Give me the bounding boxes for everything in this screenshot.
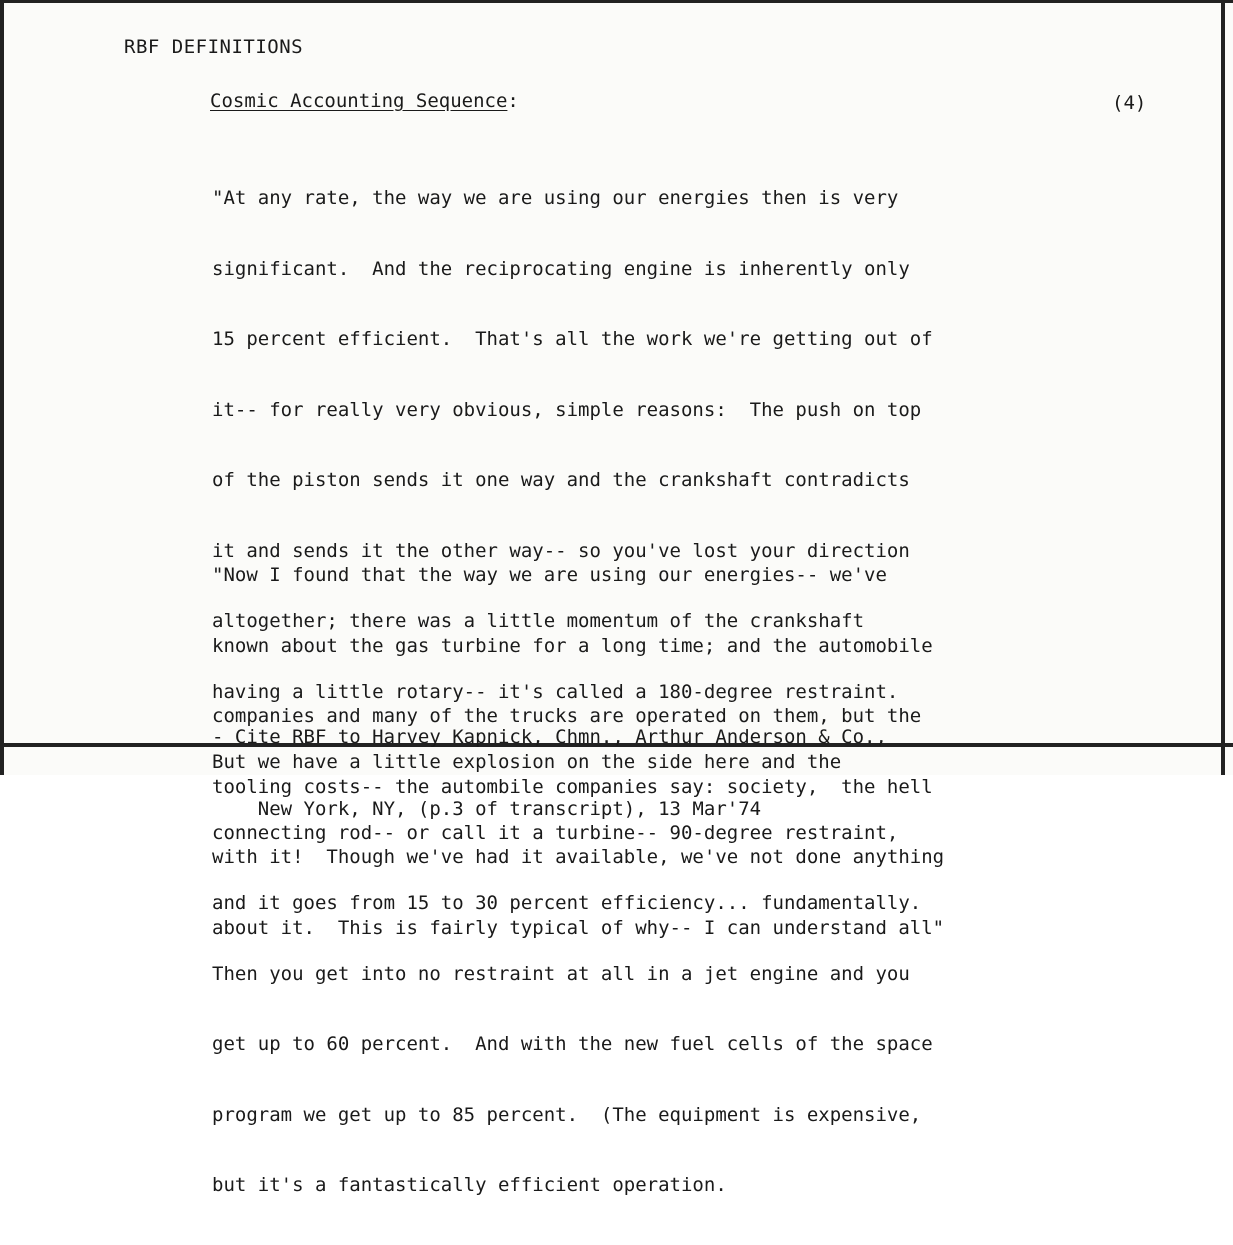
page-number: (4) — [1112, 92, 1147, 114]
paragraph-line: 15 percent efficient. That's all the work we're getting out of — [212, 328, 933, 350]
frame-top-border — [0, 0, 1233, 3]
paragraph-line: of the piston sends it one way and the crankshaft contradicts — [212, 469, 910, 491]
paragraph-line: significant. And the reciprocating engine is inherently only — [212, 257, 910, 280]
section-title-text: Cosmic Accounting Sequence — [210, 90, 508, 112]
paragraph-line: But we have a little explosion on the side here and the — [212, 751, 842, 773]
paragraph-line: get up to 60 percent. And with the new fuel cells of the space — [212, 1033, 933, 1055]
paragraph-line: program we get up to 85 percent. (The equipment is expensive, — [212, 1103, 922, 1126]
frame-right-border — [1221, 0, 1225, 775]
paragraph-line: it and sends it the other way-- so you've lost your direction — [212, 539, 910, 562]
paragraph-line: with it! Though we've had it available, we've not done anything — [212, 846, 945, 868]
paragraph-line: companies and many of the trucks are operated on them, but the — [212, 705, 922, 727]
paragraph-line: but it's a fantastically efficient operation. — [212, 1174, 727, 1196]
citation-line-1: - Cite RBF to Harvey Kapnick, Chmn., Arthur Anderson & Co., — [212, 726, 887, 748]
paragraph-line: known about the gas turbine for a long time; and the automobile — [212, 634, 933, 657]
section-title — [210, 90, 519, 112]
paragraph-line: about it. This is fairly typical of why-- I can understand all" — [212, 916, 945, 939]
document-heading: RBF DEFINITIONS — [124, 36, 304, 58]
citation-line-2: New York, NY, (p.3 of transcript), 13 Mar'74 — [212, 798, 762, 820]
paragraph-line: Then you get into no restraint at all in a jet engine and you — [212, 962, 910, 985]
paragraph-line: altogether; there was a little momentum of the crankshaft — [212, 610, 865, 632]
paragraph-line: "Now I found that the way we are using our energies-- we've — [212, 564, 887, 586]
section-title-colon: : — [507, 90, 519, 112]
citation — [212, 677, 887, 869]
frame-left-border — [0, 0, 4, 775]
paragraph-line: it-- for really very obvious, simple reasons: The push on top — [212, 398, 922, 421]
paragraph-line: "At any rate, the way we are using our energies then is very — [212, 187, 899, 209]
paragraph-line: having a little rotary-- it's called a 180-degree restraint. — [212, 680, 899, 703]
paragraph-line: and it goes from 15 to 30 percent efficiency... fundamentally. — [212, 892, 922, 914]
paragraph-line: tooling costs-- the autombile companies say: society, the hell — [212, 775, 933, 798]
paragraph-line: connecting rod-- or call it a turbine-- 90-degree restraint, — [212, 821, 899, 844]
